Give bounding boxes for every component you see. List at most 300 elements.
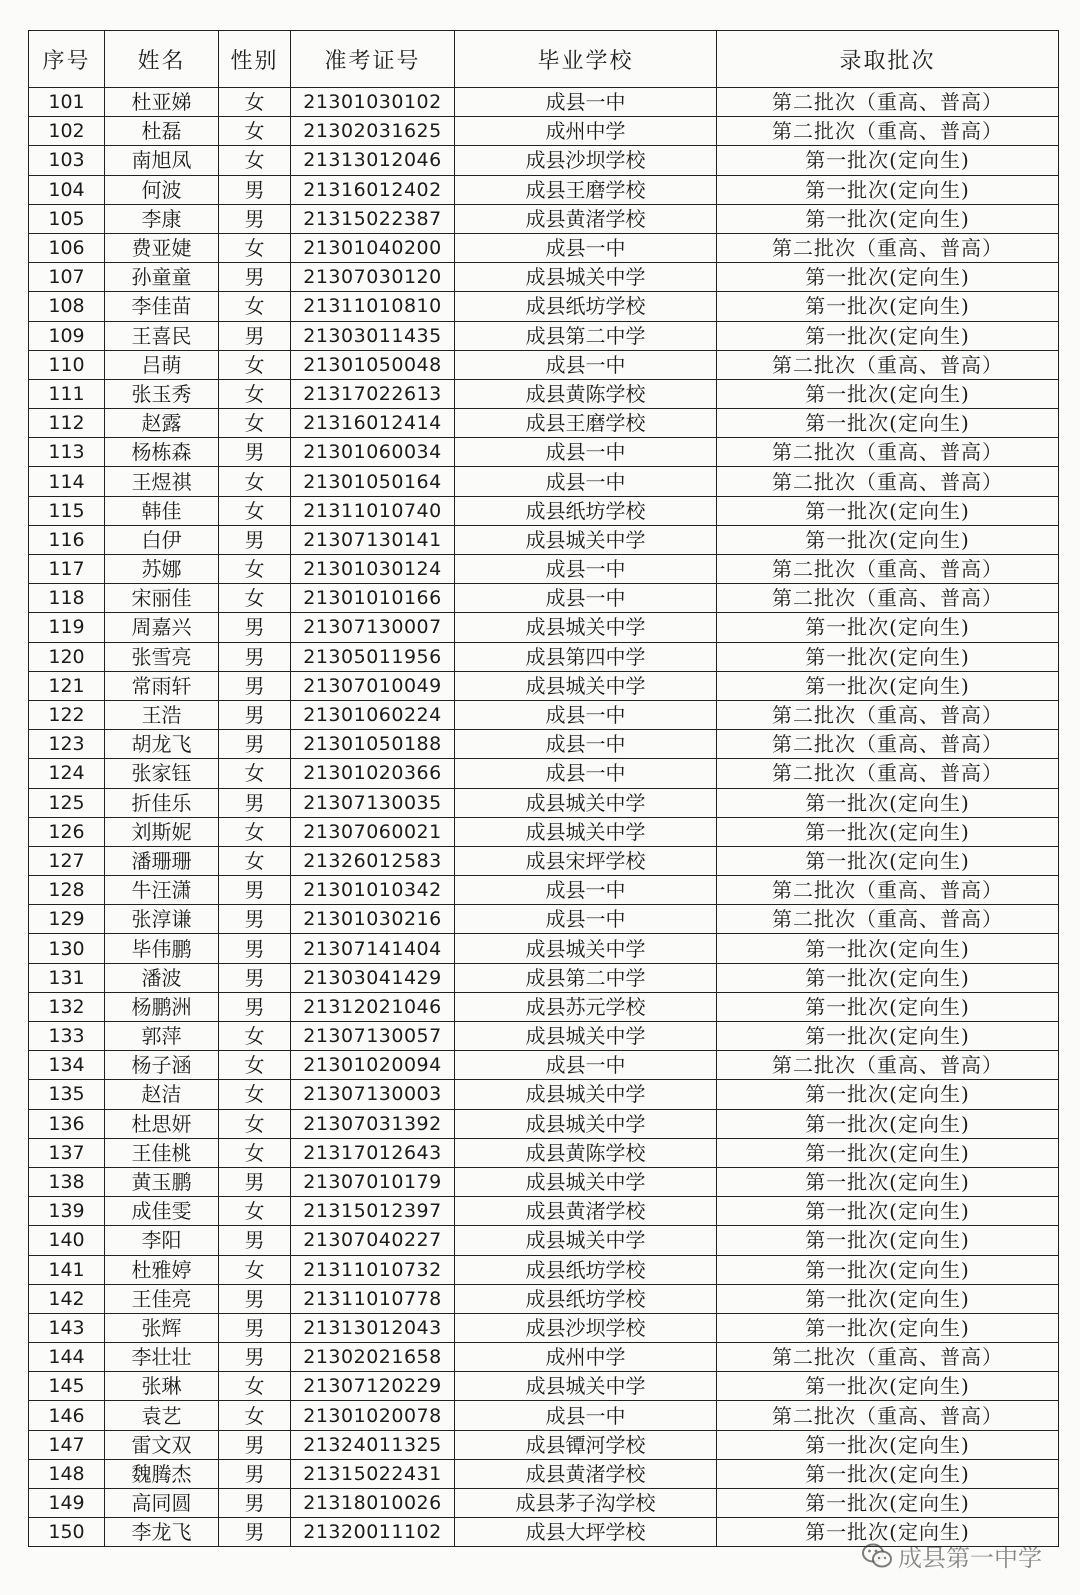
serial-cell: 139 xyxy=(29,1197,105,1226)
table-row xyxy=(29,292,1059,321)
name-cell: 李龙飞 xyxy=(105,1518,219,1547)
batch-cell: 第二批次（重高、普高） xyxy=(717,555,1059,584)
table-row xyxy=(29,642,1059,671)
batch-cell: 第二批次（重高、普高） xyxy=(717,117,1059,146)
batch-cell: 第一批次(定向生) xyxy=(717,525,1059,554)
name-cell: 杜亚娣 xyxy=(105,88,219,117)
school-cell: 成县王磨学校 xyxy=(455,175,717,204)
gender-cell: 女 xyxy=(219,1372,291,1401)
batch-cell: 第二批次（重高、普高） xyxy=(717,88,1059,117)
serial-cell: 131 xyxy=(29,963,105,992)
name-cell: 杨栋森 xyxy=(105,438,219,467)
serial-cell: 105 xyxy=(29,204,105,233)
gender-cell: 男 xyxy=(219,1343,291,1372)
exam-id-cell: 21301020078 xyxy=(291,1401,455,1430)
gender-cell: 男 xyxy=(219,1430,291,1459)
name-cell: 常雨轩 xyxy=(105,671,219,700)
exam-id-cell: 21301030102 xyxy=(291,88,455,117)
serial-cell: 149 xyxy=(29,1489,105,1518)
school-cell: 成县一中 xyxy=(455,876,717,905)
exam-id-cell: 21303041429 xyxy=(291,963,455,992)
name-cell: 王佳桃 xyxy=(105,1138,219,1167)
serial-cell: 117 xyxy=(29,555,105,584)
batch-cell: 第一批次(定向生) xyxy=(717,613,1059,642)
gender-cell: 女 xyxy=(219,292,291,321)
exam-id-cell: 21302021658 xyxy=(291,1343,455,1372)
batch-cell: 第一批次(定向生) xyxy=(717,1255,1059,1284)
exam-id-cell: 21313012046 xyxy=(291,146,455,175)
name-cell: 王喜民 xyxy=(105,321,219,350)
batch-cell: 第二批次（重高、普高） xyxy=(717,700,1059,729)
name-cell: 杨子涵 xyxy=(105,1051,219,1080)
name-cell: 王浩 xyxy=(105,700,219,729)
school-cell: 成县一中 xyxy=(455,233,717,262)
batch-cell: 第二批次（重高、普高） xyxy=(717,1051,1059,1080)
exam-id-cell: 21301040200 xyxy=(291,233,455,262)
name-cell: 周嘉兴 xyxy=(105,613,219,642)
serial-cell: 135 xyxy=(29,1080,105,1109)
school-cell: 成县城关中学 xyxy=(455,1022,717,1051)
exam-id-cell: 21301060034 xyxy=(291,438,455,467)
school-cell: 成县一中 xyxy=(455,555,717,584)
table-row xyxy=(29,321,1059,350)
serial-cell: 126 xyxy=(29,817,105,846)
serial-cell: 141 xyxy=(29,1255,105,1284)
exam-id-cell: 21311010740 xyxy=(291,496,455,525)
table-row xyxy=(29,671,1059,700)
serial-cell: 147 xyxy=(29,1430,105,1459)
table-row xyxy=(29,467,1059,496)
table-row xyxy=(29,992,1059,1021)
serial-cell: 143 xyxy=(29,1313,105,1342)
batch-cell: 第一批次(定向生) xyxy=(717,1459,1059,1488)
name-cell: 牛汪潇 xyxy=(105,876,219,905)
exam-id-cell: 21301020094 xyxy=(291,1051,455,1080)
gender-cell: 女 xyxy=(219,496,291,525)
serial-cell: 114 xyxy=(29,467,105,496)
batch-cell: 第一批次(定向生) xyxy=(717,1372,1059,1401)
gender-cell: 男 xyxy=(219,642,291,671)
exam-id-cell: 21317022613 xyxy=(291,379,455,408)
name-cell: 成佳雯 xyxy=(105,1197,219,1226)
school-cell: 成县第二中学 xyxy=(455,963,717,992)
gender-cell: 女 xyxy=(219,846,291,875)
school-cell: 成县一中 xyxy=(455,1401,717,1430)
school-cell: 成州中学 xyxy=(455,1343,717,1372)
gender-cell: 男 xyxy=(219,1226,291,1255)
school-cell: 成县黄陈学校 xyxy=(455,1138,717,1167)
table-body xyxy=(29,88,1059,1547)
batch-cell: 第二批次（重高、普高） xyxy=(717,467,1059,496)
school-cell: 成县城关中学 xyxy=(455,1080,717,1109)
batch-cell: 第一批次(定向生) xyxy=(717,496,1059,525)
name-cell: 吕萌 xyxy=(105,350,219,379)
serial-cell: 116 xyxy=(29,525,105,554)
school-cell: 成县大坪学校 xyxy=(455,1518,717,1547)
exam-id-cell: 21307040227 xyxy=(291,1226,455,1255)
header-gender: 性别 xyxy=(219,31,291,88)
header-name: 姓名 xyxy=(105,31,219,88)
school-cell: 成州中学 xyxy=(455,117,717,146)
exam-id-cell: 21307030120 xyxy=(291,263,455,292)
school-cell: 成县城关中学 xyxy=(455,613,717,642)
serial-cell: 110 xyxy=(29,350,105,379)
name-cell: 张琳 xyxy=(105,1372,219,1401)
exam-id-cell: 21326012583 xyxy=(291,846,455,875)
name-cell: 赵露 xyxy=(105,409,219,438)
table-row xyxy=(29,1430,1059,1459)
gender-cell: 男 xyxy=(219,992,291,1021)
batch-cell: 第一批次(定向生) xyxy=(717,1197,1059,1226)
exam-id-cell: 21301020366 xyxy=(291,759,455,788)
batch-cell: 第一批次(定向生) xyxy=(717,788,1059,817)
name-cell: 王佳亮 xyxy=(105,1284,219,1313)
batch-cell: 第一批次(定向生) xyxy=(717,671,1059,700)
name-cell: 南旭凤 xyxy=(105,146,219,175)
name-cell: 李阳 xyxy=(105,1226,219,1255)
serial-cell: 112 xyxy=(29,409,105,438)
exam-id-cell: 21307130057 xyxy=(291,1022,455,1051)
name-cell: 李佳苗 xyxy=(105,292,219,321)
table-row xyxy=(29,1167,1059,1196)
gender-cell: 女 xyxy=(219,1138,291,1167)
gender-cell: 女 xyxy=(219,88,291,117)
table-row xyxy=(29,379,1059,408)
gender-cell: 男 xyxy=(219,321,291,350)
school-cell: 成县城关中学 xyxy=(455,263,717,292)
name-cell: 韩佳 xyxy=(105,496,219,525)
gender-cell: 女 xyxy=(219,1255,291,1284)
name-cell: 高同圆 xyxy=(105,1489,219,1518)
exam-id-cell: 21301030124 xyxy=(291,555,455,584)
gender-cell: 女 xyxy=(219,555,291,584)
header-row xyxy=(29,31,1059,88)
batch-cell: 第一批次(定向生) xyxy=(717,175,1059,204)
table-row xyxy=(29,117,1059,146)
school-cell: 成县一中 xyxy=(455,584,717,613)
school-cell: 成县镡河学校 xyxy=(455,1430,717,1459)
name-cell: 李壮壮 xyxy=(105,1343,219,1372)
table-row xyxy=(29,1138,1059,1167)
serial-cell: 138 xyxy=(29,1167,105,1196)
batch-cell: 第一批次(定向生) xyxy=(717,1226,1059,1255)
exam-id-cell: 21301050164 xyxy=(291,467,455,496)
table-row xyxy=(29,613,1059,642)
serial-cell: 109 xyxy=(29,321,105,350)
name-cell: 魏腾杰 xyxy=(105,1459,219,1488)
serial-cell: 111 xyxy=(29,379,105,408)
batch-cell: 第二批次（重高、普高） xyxy=(717,233,1059,262)
school-cell: 成县城关中学 xyxy=(455,934,717,963)
table-row xyxy=(29,730,1059,759)
name-cell: 何波 xyxy=(105,175,219,204)
serial-cell: 120 xyxy=(29,642,105,671)
exam-id-cell: 21301010166 xyxy=(291,584,455,613)
batch-cell: 第二批次（重高、普高） xyxy=(717,730,1059,759)
table-row xyxy=(29,846,1059,875)
exam-id-cell: 21301030216 xyxy=(291,905,455,934)
school-cell: 成县纸坊学校 xyxy=(455,292,717,321)
name-cell: 张玉秀 xyxy=(105,379,219,408)
serial-cell: 104 xyxy=(29,175,105,204)
name-cell: 胡龙飞 xyxy=(105,730,219,759)
school-cell: 成县黄渚学校 xyxy=(455,204,717,233)
batch-cell: 第一批次(定向生) xyxy=(717,1284,1059,1313)
gender-cell: 女 xyxy=(219,759,291,788)
exam-id-cell: 21324011325 xyxy=(291,1430,455,1459)
gender-cell: 男 xyxy=(219,1167,291,1196)
school-cell: 成县一中 xyxy=(455,350,717,379)
table-row xyxy=(29,496,1059,525)
name-cell: 张淳谦 xyxy=(105,905,219,934)
exam-id-cell: 21301010342 xyxy=(291,876,455,905)
table-row xyxy=(29,1401,1059,1430)
watermark-text: 成县第一中学 xyxy=(898,1544,1042,1572)
name-cell: 刘斯妮 xyxy=(105,817,219,846)
school-cell: 成县城关中学 xyxy=(455,1226,717,1255)
gender-cell: 女 xyxy=(219,409,291,438)
batch-cell: 第一批次(定向生) xyxy=(717,817,1059,846)
gender-cell: 男 xyxy=(219,963,291,992)
table-row xyxy=(29,700,1059,729)
gender-cell: 女 xyxy=(219,584,291,613)
gender-cell: 女 xyxy=(219,1109,291,1138)
school-cell: 成县纸坊学校 xyxy=(455,1284,717,1313)
name-cell: 苏娜 xyxy=(105,555,219,584)
batch-cell: 第一批次(定向生) xyxy=(717,1313,1059,1342)
name-cell: 赵洁 xyxy=(105,1080,219,1109)
name-cell: 李康 xyxy=(105,204,219,233)
serial-cell: 145 xyxy=(29,1372,105,1401)
table-row xyxy=(29,438,1059,467)
serial-cell: 134 xyxy=(29,1051,105,1080)
school-cell: 成县黄渚学校 xyxy=(455,1197,717,1226)
batch-cell: 第一批次(定向生) xyxy=(717,379,1059,408)
table-row xyxy=(29,525,1059,554)
gender-cell: 男 xyxy=(219,204,291,233)
name-cell: 袁艺 xyxy=(105,1401,219,1430)
exam-id-cell: 21307130141 xyxy=(291,525,455,554)
exam-id-cell: 21315012397 xyxy=(291,1197,455,1226)
table-row xyxy=(29,1255,1059,1284)
name-cell: 杨鹏洲 xyxy=(105,992,219,1021)
school-cell: 成县城关中学 xyxy=(455,671,717,700)
table-row xyxy=(29,759,1059,788)
serial-cell: 101 xyxy=(29,88,105,117)
batch-cell: 第二批次（重高、普高） xyxy=(717,759,1059,788)
gender-cell: 男 xyxy=(219,613,291,642)
gender-cell: 女 xyxy=(219,146,291,175)
table-row xyxy=(29,1284,1059,1313)
table-row xyxy=(29,1343,1059,1372)
table-row xyxy=(29,905,1059,934)
name-cell: 杜磊 xyxy=(105,117,219,146)
serial-cell: 136 xyxy=(29,1109,105,1138)
batch-cell: 第一批次(定向生) xyxy=(717,1109,1059,1138)
name-cell: 郭萍 xyxy=(105,1022,219,1051)
name-cell: 黄玉鹏 xyxy=(105,1167,219,1196)
gender-cell: 男 xyxy=(219,876,291,905)
name-cell: 雷文双 xyxy=(105,1430,219,1459)
gender-cell: 女 xyxy=(219,467,291,496)
gender-cell: 男 xyxy=(219,730,291,759)
table-row xyxy=(29,963,1059,992)
gender-cell: 男 xyxy=(219,263,291,292)
school-cell: 成县茅子沟学校 xyxy=(455,1489,717,1518)
exam-id-cell: 21312021046 xyxy=(291,992,455,1021)
serial-cell: 123 xyxy=(29,730,105,759)
table-row xyxy=(29,1459,1059,1488)
exam-id-cell: 21307060021 xyxy=(291,817,455,846)
gender-cell: 女 xyxy=(219,1080,291,1109)
name-cell: 孙童童 xyxy=(105,263,219,292)
table-row xyxy=(29,817,1059,846)
serial-cell: 122 xyxy=(29,700,105,729)
exam-id-cell: 21316012402 xyxy=(291,175,455,204)
batch-cell: 第一批次(定向生) xyxy=(717,409,1059,438)
batch-cell: 第一批次(定向生) xyxy=(717,1022,1059,1051)
table-row xyxy=(29,1197,1059,1226)
school-cell: 成县苏元学校 xyxy=(455,992,717,1021)
exam-id-cell: 21307130035 xyxy=(291,788,455,817)
gender-cell: 女 xyxy=(219,233,291,262)
exam-id-cell: 21307141404 xyxy=(291,934,455,963)
serial-cell: 144 xyxy=(29,1343,105,1372)
gender-cell: 男 xyxy=(219,1313,291,1342)
exam-id-cell: 21301060224 xyxy=(291,700,455,729)
batch-cell: 第二批次（重高、普高） xyxy=(717,876,1059,905)
name-cell: 潘珊珊 xyxy=(105,846,219,875)
exam-id-cell: 21307130003 xyxy=(291,1080,455,1109)
name-cell: 王煜祺 xyxy=(105,467,219,496)
batch-cell: 第二批次（重高、普高） xyxy=(717,584,1059,613)
table-row xyxy=(29,1313,1059,1342)
school-cell: 成县一中 xyxy=(455,88,717,117)
serial-cell: 115 xyxy=(29,496,105,525)
table-row xyxy=(29,1489,1059,1518)
gender-cell: 男 xyxy=(219,1518,291,1547)
gender-cell: 男 xyxy=(219,671,291,700)
gender-cell: 男 xyxy=(219,1489,291,1518)
batch-cell: 第一批次(定向生) xyxy=(717,263,1059,292)
batch-cell: 第一批次(定向生) xyxy=(717,846,1059,875)
table-row xyxy=(29,204,1059,233)
serial-cell: 142 xyxy=(29,1284,105,1313)
serial-cell: 102 xyxy=(29,117,105,146)
header-school: 毕业学校 xyxy=(455,31,717,88)
serial-cell: 128 xyxy=(29,876,105,905)
school-cell: 成县宋坪学校 xyxy=(455,846,717,875)
gender-cell: 男 xyxy=(219,175,291,204)
school-cell: 成县城关中学 xyxy=(455,788,717,817)
serial-cell: 150 xyxy=(29,1518,105,1547)
batch-cell: 第二批次（重高、普高） xyxy=(717,438,1059,467)
exam-id-cell: 21311010732 xyxy=(291,1255,455,1284)
school-cell: 成县城关中学 xyxy=(455,1109,717,1138)
name-cell: 宋丽佳 xyxy=(105,584,219,613)
batch-cell: 第二批次（重高、普高） xyxy=(717,1401,1059,1430)
serial-cell: 106 xyxy=(29,233,105,262)
exam-id-cell: 21320011102 xyxy=(291,1518,455,1547)
exam-id-cell: 21311010810 xyxy=(291,292,455,321)
exam-id-cell: 21307010179 xyxy=(291,1167,455,1196)
exam-id-cell: 21315022431 xyxy=(291,1459,455,1488)
table-row xyxy=(29,1109,1059,1138)
exam-id-cell: 21313012043 xyxy=(291,1313,455,1342)
school-cell: 成县王磨学校 xyxy=(455,409,717,438)
name-cell: 白伊 xyxy=(105,525,219,554)
batch-cell: 第一批次(定向生) xyxy=(717,1518,1059,1547)
exam-id-cell: 21302031625 xyxy=(291,117,455,146)
table-row xyxy=(29,788,1059,817)
table-row xyxy=(29,1372,1059,1401)
gender-cell: 男 xyxy=(219,525,291,554)
serial-cell: 121 xyxy=(29,671,105,700)
serial-cell: 148 xyxy=(29,1459,105,1488)
name-cell: 张辉 xyxy=(105,1313,219,1342)
school-cell: 成县城关中学 xyxy=(455,1372,717,1401)
table-row xyxy=(29,1080,1059,1109)
batch-cell: 第一批次(定向生) xyxy=(717,1138,1059,1167)
school-cell: 成县黄渚学校 xyxy=(455,1459,717,1488)
table-row xyxy=(29,1022,1059,1051)
serial-cell: 119 xyxy=(29,613,105,642)
name-cell: 张雪亮 xyxy=(105,642,219,671)
batch-cell: 第一批次(定向生) xyxy=(717,934,1059,963)
name-cell: 折佳乐 xyxy=(105,788,219,817)
name-cell: 潘波 xyxy=(105,963,219,992)
gender-cell: 男 xyxy=(219,905,291,934)
gender-cell: 女 xyxy=(219,817,291,846)
gender-cell: 女 xyxy=(219,1051,291,1080)
table-row xyxy=(29,350,1059,379)
exam-id-cell: 21318010026 xyxy=(291,1489,455,1518)
serial-cell: 124 xyxy=(29,759,105,788)
table-row xyxy=(29,584,1059,613)
exam-id-cell: 21307120229 xyxy=(291,1372,455,1401)
batch-cell: 第一批次(定向生) xyxy=(717,146,1059,175)
school-cell: 成县一中 xyxy=(455,759,717,788)
school-cell: 成县一中 xyxy=(455,467,717,496)
exam-id-cell: 21307010049 xyxy=(291,671,455,700)
school-cell: 成县纸坊学校 xyxy=(455,1255,717,1284)
serial-cell: 103 xyxy=(29,146,105,175)
batch-cell: 第一批次(定向生) xyxy=(717,642,1059,671)
school-cell: 成县纸坊学校 xyxy=(455,496,717,525)
serial-cell: 108 xyxy=(29,292,105,321)
batch-cell: 第二批次（重高、普高） xyxy=(717,1343,1059,1372)
name-cell: 杜思妍 xyxy=(105,1109,219,1138)
header-batch: 录取批次 xyxy=(717,31,1059,88)
serial-cell: 107 xyxy=(29,263,105,292)
batch-cell: 第二批次（重高、普高） xyxy=(717,350,1059,379)
table-row xyxy=(29,934,1059,963)
batch-cell: 第一批次(定向生) xyxy=(717,992,1059,1021)
exam-id-cell: 21301050188 xyxy=(291,730,455,759)
school-cell: 成县一中 xyxy=(455,438,717,467)
table-row xyxy=(29,88,1059,117)
school-cell: 成县城关中学 xyxy=(455,1167,717,1196)
batch-cell: 第一批次(定向生) xyxy=(717,321,1059,350)
name-cell: 张家钰 xyxy=(105,759,219,788)
batch-cell: 第一批次(定向生) xyxy=(717,292,1059,321)
batch-cell: 第一批次(定向生) xyxy=(717,963,1059,992)
wechat-icon xyxy=(862,1543,892,1569)
serial-cell: 140 xyxy=(29,1226,105,1255)
gender-cell: 男 xyxy=(219,438,291,467)
school-cell: 成县一中 xyxy=(455,730,717,759)
exam-id-cell: 21305011956 xyxy=(291,642,455,671)
